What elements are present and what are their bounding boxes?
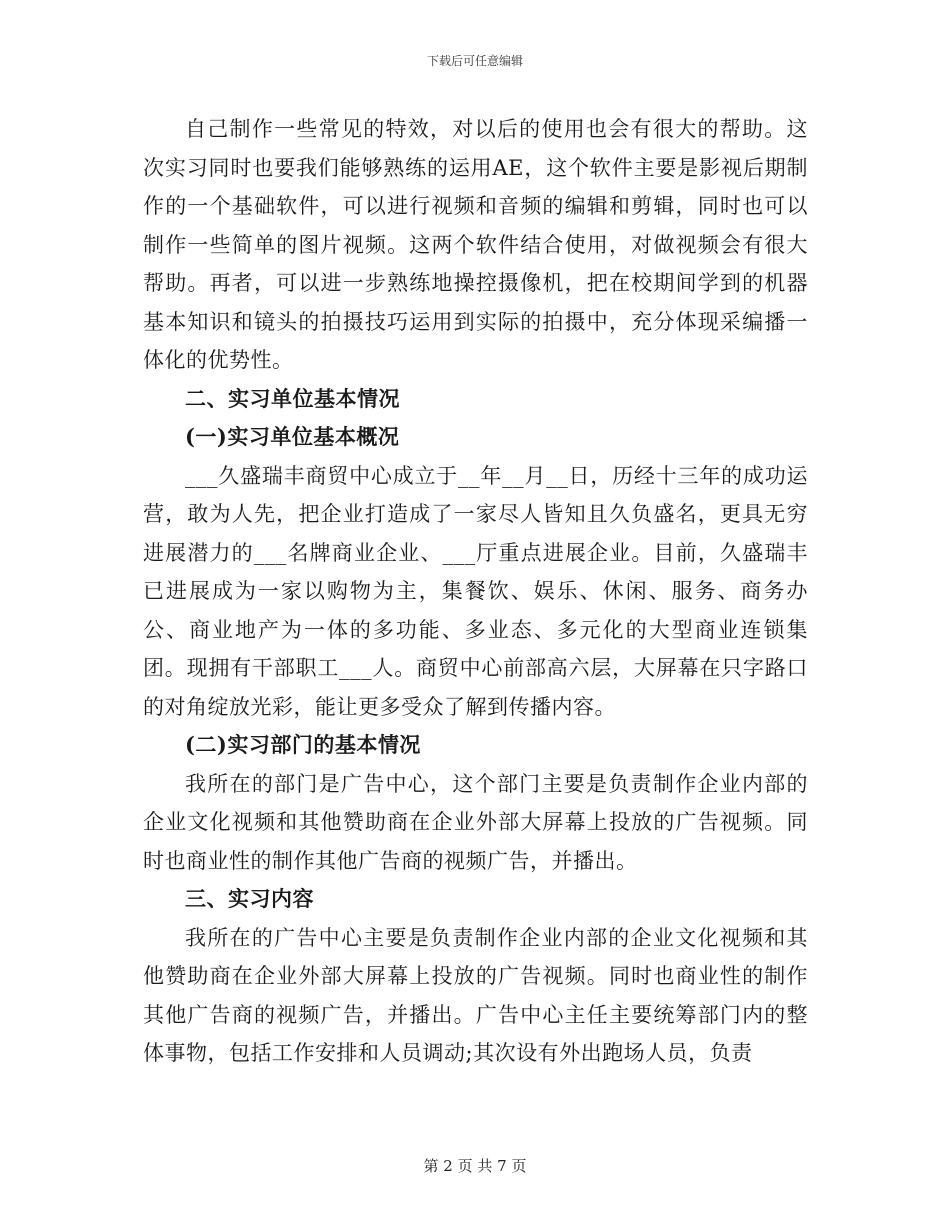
section-heading-internship-content: 三、实习内容	[185, 886, 314, 911]
subsection-heading-department: (二)实习部门的基本情况	[185, 732, 421, 757]
paragraph-department: 我所在的部门是广告中心，这个部门主要是负责制作企业内部的企业文化视频和其他赞助商在企业外部大屏幕上投放的广告视频。同时也商业性的制作其他广告商的视频广告，并播出。	[143, 771, 808, 873]
subsection-heading-unit-overview: (一)实习单位基本概况	[185, 424, 400, 449]
section-heading-unit-info: 二、实习单位基本情况	[185, 385, 400, 411]
document-body	[143, 110, 808, 1073]
paragraph-internship-content: 我所在的广告中心主要是负责制作企业内部的企业文化视频和其他赞助商在企业外部大屏幕上投放的广告视频。同时也商业性的制作其他广告商的视频广告，并播出。广告中心主任主要统筹部门内的整体事物，包括工作安排和人员调动;其次设有外出跑场人员，负责	[143, 925, 808, 1065]
page-number: 第 2 页 共 7 页	[423, 1157, 527, 1175]
paragraph-unit-overview: ___久盛瑞丰商贸中心成立于__年__月__日，历经十三年的成功运营，敢为人先，把企业打造成了一家尽人皆知且久负盛名，更具无穷进展潜力的___名牌商业企业、___厅重点进展企业。目前，久盛瑞丰已进展成为一家以购物为主，集餐饮、娱乐、休闲、服务、商务办公、商业地产为一体的多功能、多业态、多元化的大型商业连锁集团。现拥有干部职工___人。商贸中心前部高六层，大屏幕在只字路口的对角绽放光彩，能让更多受众了解到传播内容。	[143, 463, 808, 719]
page-header: 下载后可任意编辑	[426, 54, 523, 68]
paragraph-software-skills: 自己制作一些常见的特效，对以后的使用也会有很大的帮助。这次实习同时也要我们能够熟练的运用AE，这个软件主要是影视后期制作的一个基础软件，可以进行视频和音频的编辑和剪辑，同时也可以制作一些简单的图片视频。这两个软件结合使用，对做视频会有很大帮助。再者，可以进一步熟练地操控摄像机，把在校期间学到的机器基本知识和镜头的拍摄技巧运用到实际的拍摄中，充分体现采编播一体化的优势性。	[143, 117, 808, 372]
